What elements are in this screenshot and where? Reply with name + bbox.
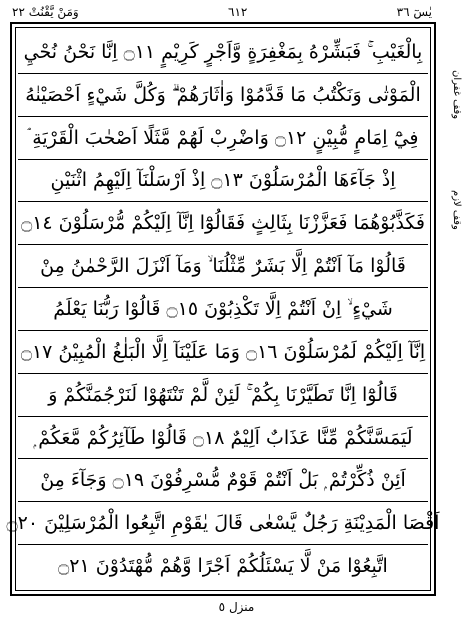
text-line: فِيْٓ اِمَامٍ مُّبِيْنٍ ۝١٢ وَاضْرِبْ لَهُمْ مَّثَلًا اَصْحٰبَ الْقَرْيَةِ ۘ (18, 117, 428, 160)
manzil-footer: منزل ٥ (218, 600, 255, 614)
margin-note-waqf-ghufran: وقف غفران (451, 70, 462, 120)
text-line: لَيَمَسَّنَّكُمْ مِّنَّا عَذَابٌ اَلِيْمٌ ۝١٨ قَالُوْا طَآئِرُكُمْ مَّعَكُمْ ۭ (18, 417, 428, 460)
text-line: اَئِنْ ذُكِّرْتُمْ ۭ بَلْ اَنْتُمْ قَوْمٌ مُّسْرِفُوْنَ ۝١٩ وَجَآءَ مِنْ (18, 459, 428, 502)
juz-name: وَمَنْ يَّقْنُتْ ٢٢ (12, 5, 79, 19)
page-number: ٦١٢ (228, 5, 248, 19)
text-line: شَيْءٍ ۙ اِنْ اَنْتُمْ اِلَّا تَكْذِبُوْنَ ۝١٥ قَالُوْا رَبُّنَا يَعْلَمُ (18, 288, 428, 331)
text-line: اِذْ جَآءَهَا الْمُرْسَلُوْنَ ۝١٣ اِذْ اَرْسَلْنَآ اِلَيْهِمُ اثْنَيْنِ (18, 160, 428, 203)
surah-name: يٰسٓ ٣٦ (396, 5, 432, 19)
text-line: فَكَذَّبُوْهُمَا فَعَزَّزْنَا بِثَالِثٍ فَقَالُوْٓا اِنَّآ اِلَيْكُمْ مُّرْسَلُوْنَ ۝١٤ (18, 202, 428, 245)
text-line: قَالُوْا مَآ اَنْتُمْ اِلَّا بَشَرٌ مِّثْلُنَا ۙ وَمَآ اَنْزَلَ الرَّحْمٰنُ مِنْ (18, 245, 428, 288)
text-line: الْمَوْتٰى وَنَكْتُبُ مَا قَدَّمُوْا وَاٰثَارَهُمْ ۗ وَكُلَّ شَيْءٍ اَحْصَيْنٰهُ (18, 74, 428, 117)
text-line: اِنَّآ اِلَيْكُمْ لَمُرْسَلُوْنَ ۝١٦ وَمَا عَلَيْنَآ اِلَّا الْبَلٰغُ الْمُبِيْنُ ۝١٧ (18, 331, 428, 374)
text-line: اَقْصَا الْمَدِيْنَةِ رَجُلٌ يَّسْعٰى قَالَ يٰقَوْمِ اتَّبِعُوا الْمُرْسَلِيْنَ ۝٢٠ (18, 502, 428, 545)
margin-note-waqf-lazim: وقف لازم (451, 190, 462, 230)
page-header (12, 3, 432, 21)
quran-text-block (6, 31, 440, 587)
text-line: اتَّبِعُوْا مَنْ لَّا يَسْئَلُكُمْ اَجْرًا وَّهُمْ مُّهْتَدُوْنَ ۝٢١ (58, 555, 388, 578)
margin-notes (442, 40, 470, 360)
text-line: بِالْغَيْبِ ۚ فَبَشِّرْهُ بِمَغْفِرَةٍ وَّاَجْرٍ كَرِيْمٍ ۝١١ اِنَّا نَحْنُ نُحْيِ (18, 31, 428, 74)
text-line: قَالُوْٓا اِنَّا تَطَيَّرْنَا بِكُمْ ۚ لَئِنْ لَّمْ تَنْتَهُوْا لَنَرْجُمَنَّكُمْ وَ (18, 374, 428, 417)
